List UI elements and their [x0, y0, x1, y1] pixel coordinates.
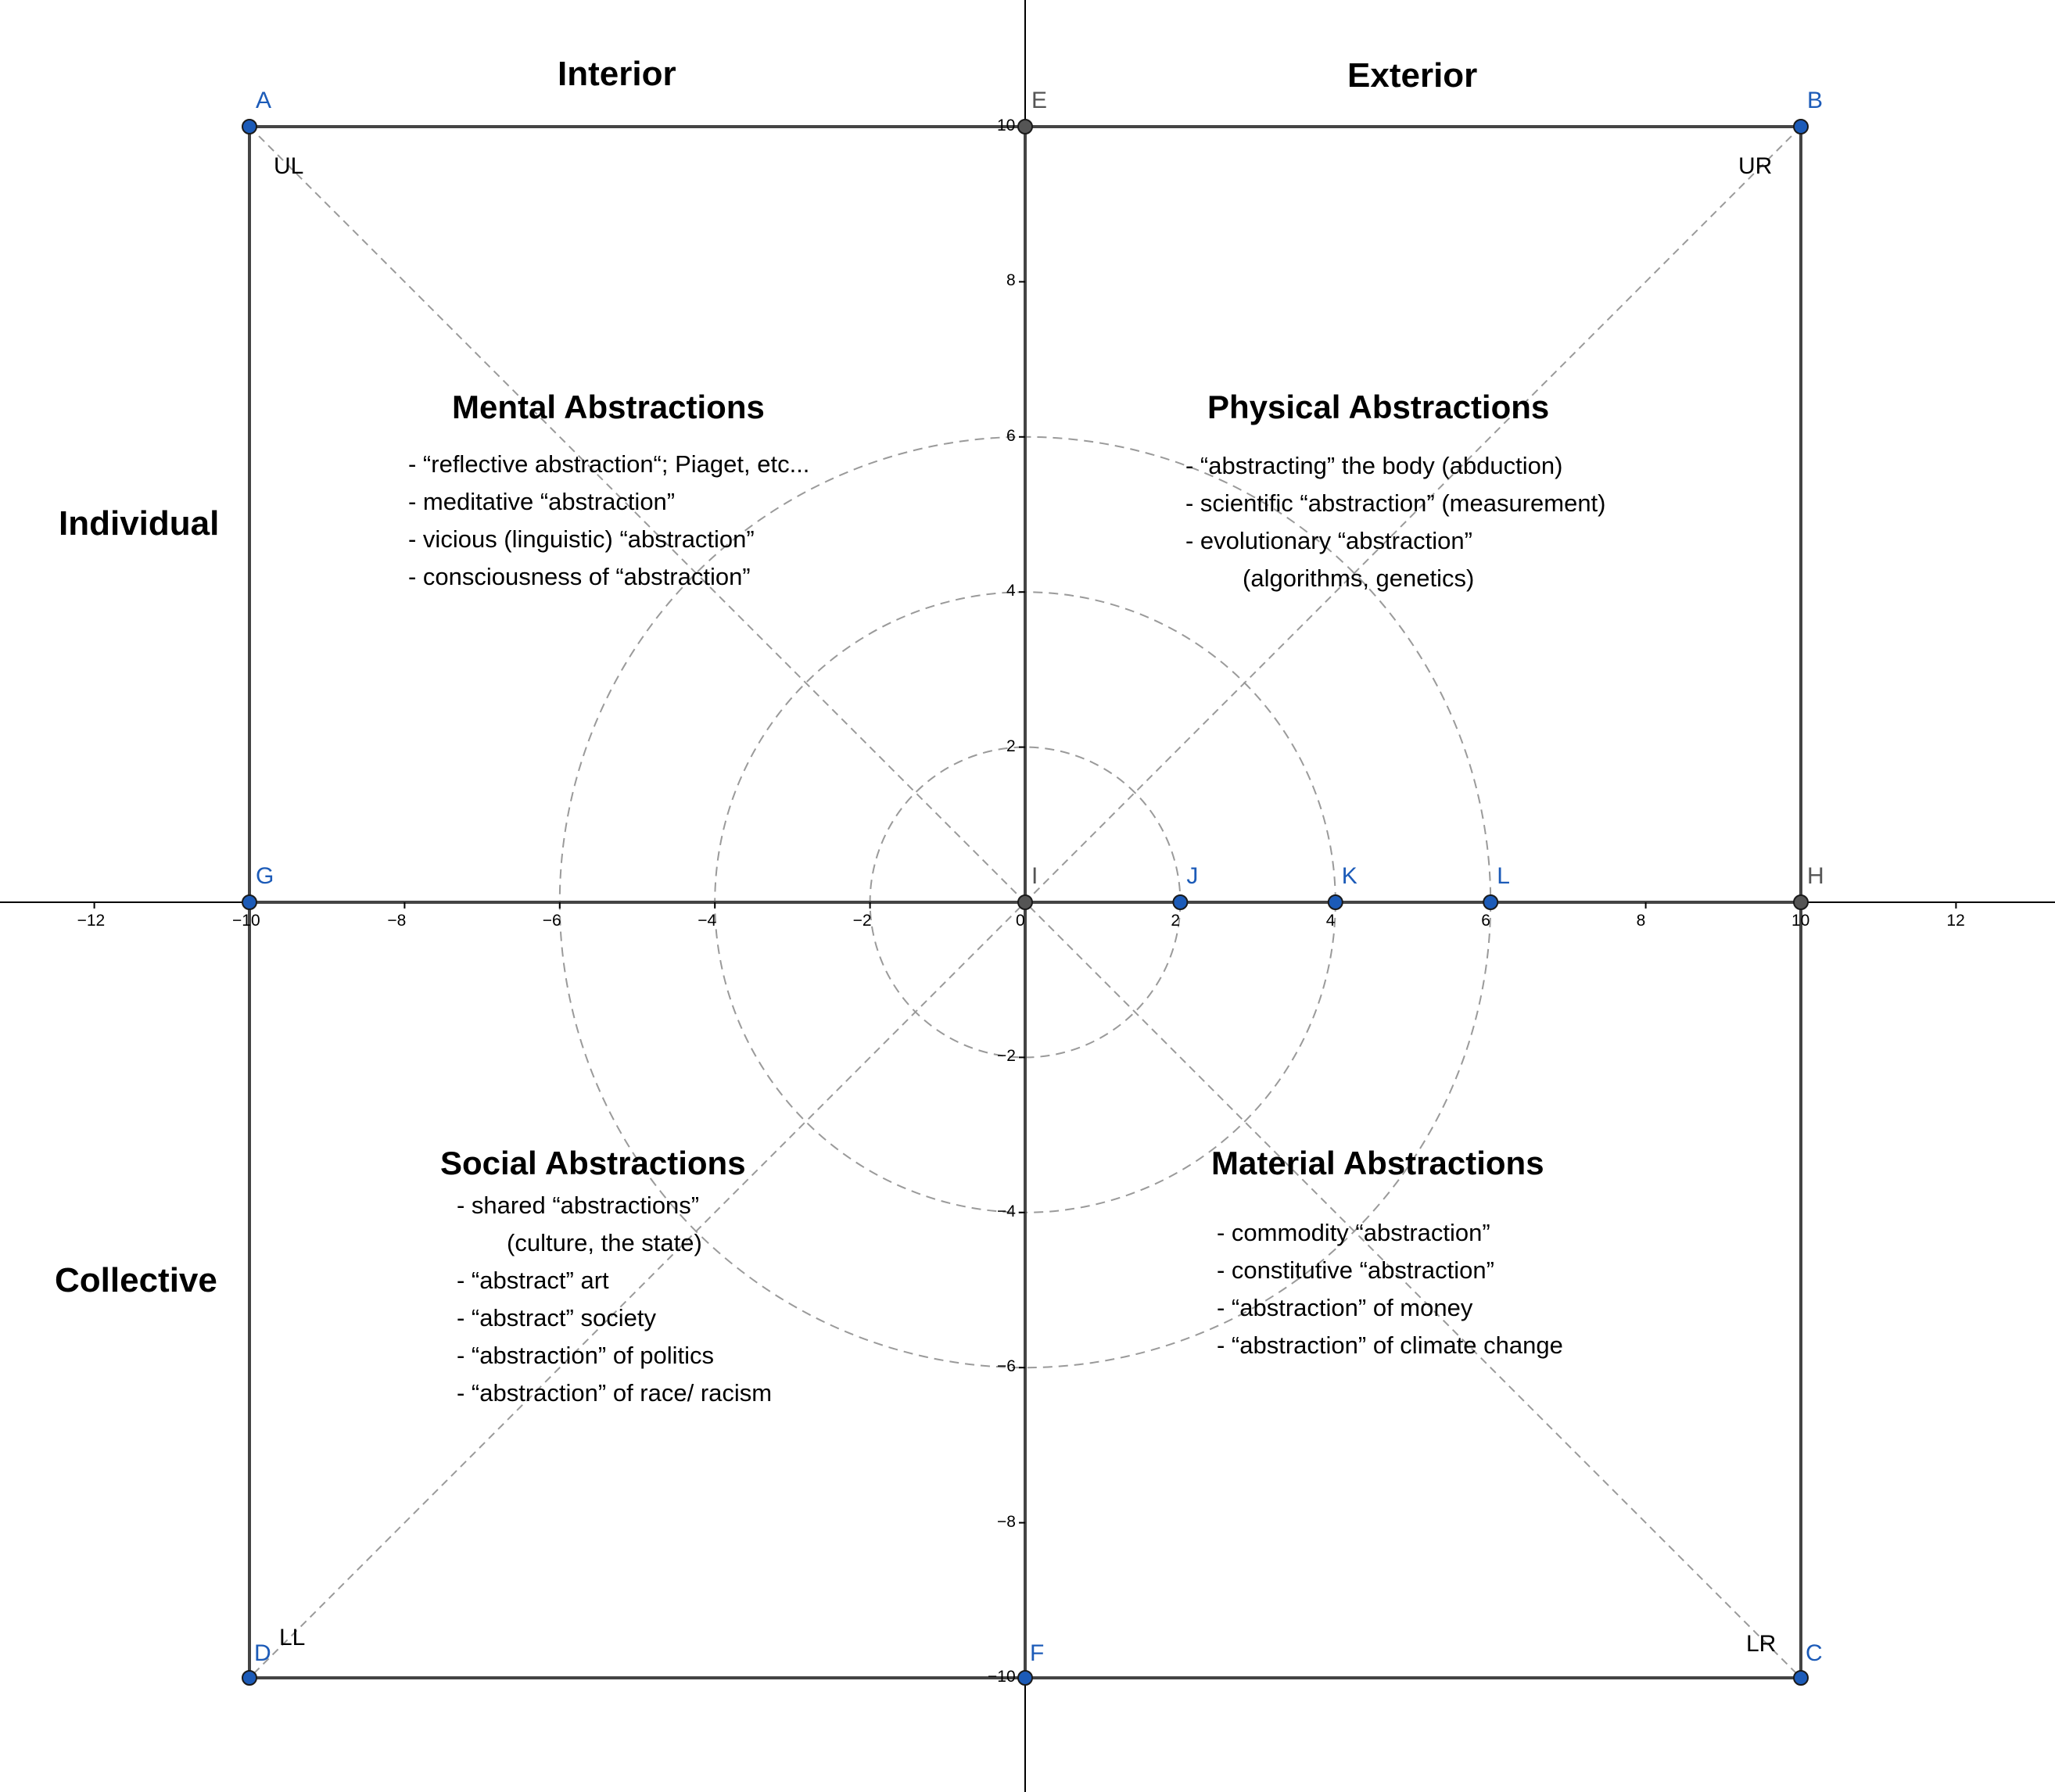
- list-item: - consciousness of “abstraction”: [408, 563, 751, 590]
- point-label-f: F: [1030, 1640, 1045, 1666]
- list-item: - “abstract” society: [457, 1304, 656, 1331]
- point-label-d: D: [254, 1640, 271, 1666]
- point-e: [1018, 120, 1032, 134]
- point-label-e: E: [1031, 88, 1048, 113]
- list-item: - shared “abstractions”: [457, 1192, 700, 1219]
- point-b: [1794, 120, 1808, 134]
- point-d: [242, 1671, 256, 1685]
- y-tick-label: 2: [1006, 737, 1016, 755]
- list-item: - “abstraction” of money: [1217, 1294, 1473, 1321]
- list-item: - “abstraction” of race/ racism: [457, 1379, 773, 1407]
- list-item: - “abstraction” of politics: [457, 1342, 715, 1369]
- point-label-i: I: [1031, 863, 1038, 889]
- list-item: - vicious (linguistic) “abstraction”: [408, 525, 755, 553]
- x-tick-label: −2: [852, 912, 872, 930]
- point-label-h: H: [1807, 863, 1824, 889]
- y-tick-label: −2: [997, 1047, 1016, 1066]
- quadrant-list-material: [1217, 1214, 1563, 1364]
- corner-label-lr: LR: [1746, 1631, 1777, 1657]
- list-item: - “reflective abstraction“; Piaget, etc...: [408, 450, 810, 478]
- point-label-l: L: [1497, 863, 1510, 889]
- y-tick-label: 8: [1006, 271, 1016, 290]
- list-item: - commodity “abstraction”: [1217, 1219, 1490, 1246]
- point-c: [1794, 1671, 1808, 1685]
- x-tick-label: −6: [542, 912, 561, 930]
- header-exterior: Exterior: [1347, 56, 1478, 95]
- list-item: - evolutionary “abstraction”: [1185, 527, 1472, 554]
- quadrant-list-physical: [1185, 447, 1606, 597]
- header-collective: Collective: [55, 1261, 217, 1299]
- x-tick-label: −10: [232, 912, 260, 930]
- y-tick-label: −4: [997, 1202, 1016, 1220]
- point-label-c: C: [1806, 1640, 1823, 1666]
- list-item: - “abstraction” of climate change: [1217, 1331, 1563, 1359]
- point-label-g: G: [256, 863, 274, 889]
- y-tick-label: −10: [988, 1668, 1016, 1686]
- x-tick-label: −8: [387, 912, 407, 930]
- point-a: [242, 120, 256, 134]
- list-item: - “abstracting” the body (abduction): [1185, 452, 1563, 479]
- quadrant-list-social: [457, 1187, 772, 1412]
- list-item: - scientific “abstraction” (measurement): [1185, 489, 1606, 517]
- y-tick-label: 10: [997, 116, 1016, 134]
- point-label-a: A: [256, 88, 272, 113]
- corner-label-ur: UR: [1738, 153, 1773, 179]
- quadrant-title-mental: Mental Abstractions: [452, 389, 765, 425]
- x-tick-label: −12: [77, 912, 106, 930]
- quadrant-list-mental: [408, 446, 809, 596]
- list-item: (culture, the state): [507, 1229, 702, 1256]
- x-tick-label: 0: [1016, 912, 1025, 930]
- point-k: [1329, 895, 1343, 909]
- y-tick-label: −6: [997, 1357, 1016, 1376]
- corner-label-ll: LL: [279, 1625, 306, 1650]
- list-item: - “abstract” art: [457, 1267, 609, 1294]
- y-tick-label: 6: [1006, 426, 1016, 445]
- point-label-j: J: [1186, 863, 1199, 889]
- point-l: [1483, 895, 1497, 909]
- y-tick-label: 4: [1006, 582, 1016, 600]
- header-individual: Individual: [59, 504, 220, 543]
- x-tick-label: 6: [1481, 912, 1490, 930]
- point-label-k: K: [1341, 863, 1357, 889]
- x-tick-label: 4: [1325, 912, 1336, 930]
- y-tick-label: −8: [997, 1512, 1016, 1531]
- header-interior: Interior: [558, 55, 676, 93]
- x-tick-label: −4: [698, 912, 717, 930]
- x-tick-label: 2: [1171, 912, 1181, 930]
- list-item: (algorithms, genetics): [1243, 564, 1475, 592]
- x-tick-label: 12: [1946, 912, 1965, 930]
- point-h: [1794, 895, 1808, 909]
- corner-label-ul: UL: [274, 153, 304, 179]
- point-f: [1018, 1671, 1032, 1685]
- point-g: [242, 895, 256, 909]
- quadrant-title-physical: Physical Abstractions: [1207, 389, 1550, 425]
- list-item: - meditative “abstraction”: [408, 488, 676, 515]
- point-i: [1018, 895, 1032, 909]
- point-label-b: B: [1807, 88, 1824, 113]
- x-tick-label: 8: [1636, 912, 1646, 930]
- quadrant-title-social: Social Abstractions: [440, 1145, 746, 1181]
- point-j: [1173, 895, 1187, 909]
- x-tick-label: 10: [1791, 912, 1810, 930]
- quadrant-title-material: Material Abstractions: [1211, 1145, 1544, 1181]
- list-item: - constitutive “abstraction”: [1217, 1256, 1494, 1284]
